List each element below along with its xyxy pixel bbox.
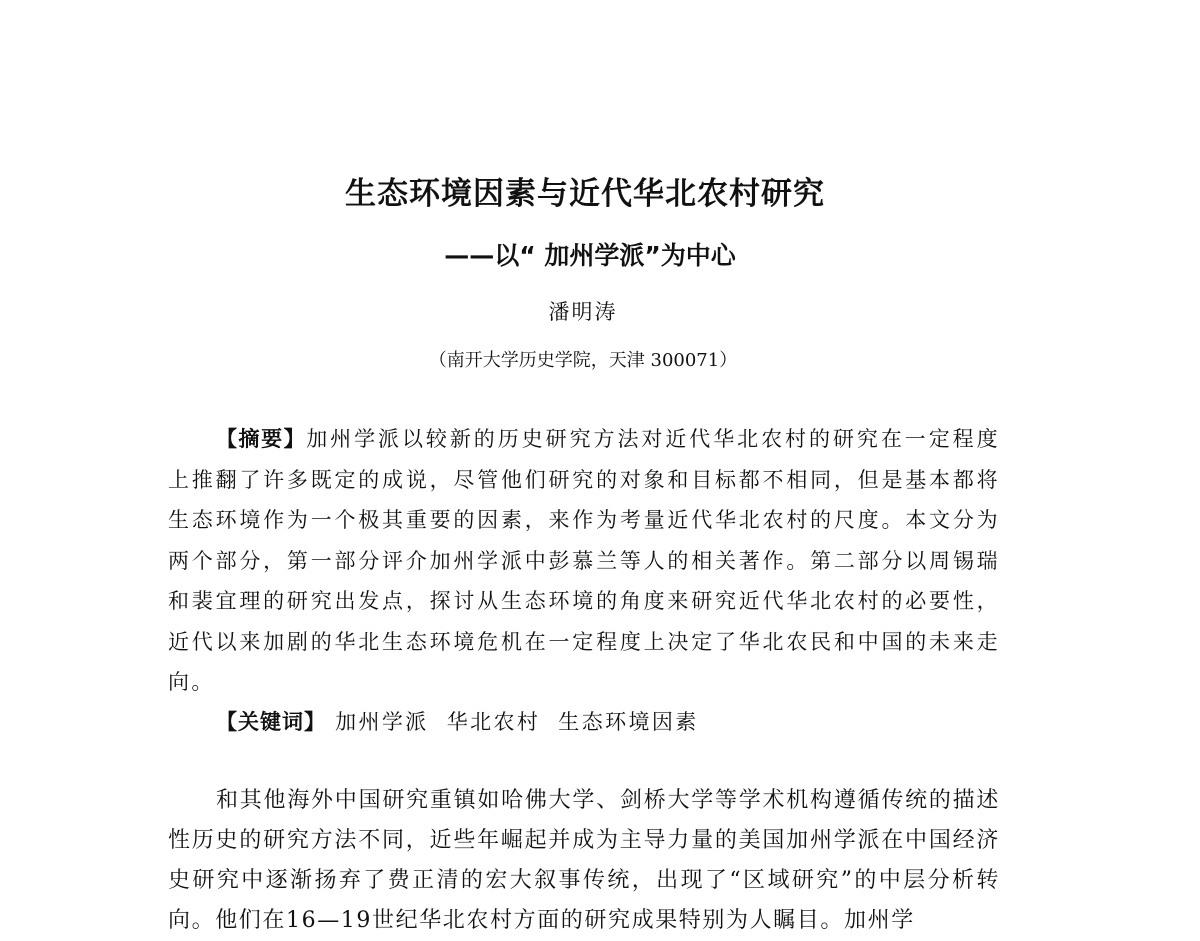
keywords-line: [216, 702, 717, 742]
abstract-label: 【摘要】: [216, 427, 307, 451]
author-affiliation: （南开大学历史学院，天津 300071）: [428, 350, 738, 371]
keyword-item: 华北农村: [446, 710, 541, 734]
keyword-item: 生态环境因素: [558, 710, 699, 734]
keyword-item: 加州学派: [335, 710, 429, 734]
keywords-label: 【关键词】: [216, 710, 326, 734]
abstract-paragraph: [168, 419, 1000, 703]
article-subtitle: ——以“ 加州学派”为中心: [444, 241, 736, 270]
article-title: 生态环境因素与近代华北农村研究: [345, 176, 825, 212]
abstract-text: 加州学派以较新的历史研究方法对近代华北农村的研究在一定程度上推翻了许多既定的成说，尽管他们研究的对象和目标都不相同，但是基本都将生态环境作为一个极其重要的因素，来作为考量近代华北农村的尺度。本文分为两个部分，第一部分评介加州学派中彭慕兰等人的相关著作。第二部分以周锡瑞和裴宜理的研究出发点，探讨从生态环境的角度来研究近代华北农村的必要性，近代以来加剧的华北生态环境危机在一定程度上决定了华北农民和中国的未来走向。: [168, 427, 1001, 694]
body-paragraph: 和其他海外中国研究重镇如哈佛大学、剑桥大学等学术机构遵循传统的描述性历史的研究方法不同，近些年崛起并成为主导力量的美国加州学派在中国经济史研究中逐渐扬弃了费正清的宏大叙事传统，出现了“区域研究”的中层分析转向。他们在16—19世纪华北农村方面的研究成果特别为人瞩目。加州学: [168, 788, 1000, 933]
author-name: 潘明涛: [548, 300, 618, 324]
